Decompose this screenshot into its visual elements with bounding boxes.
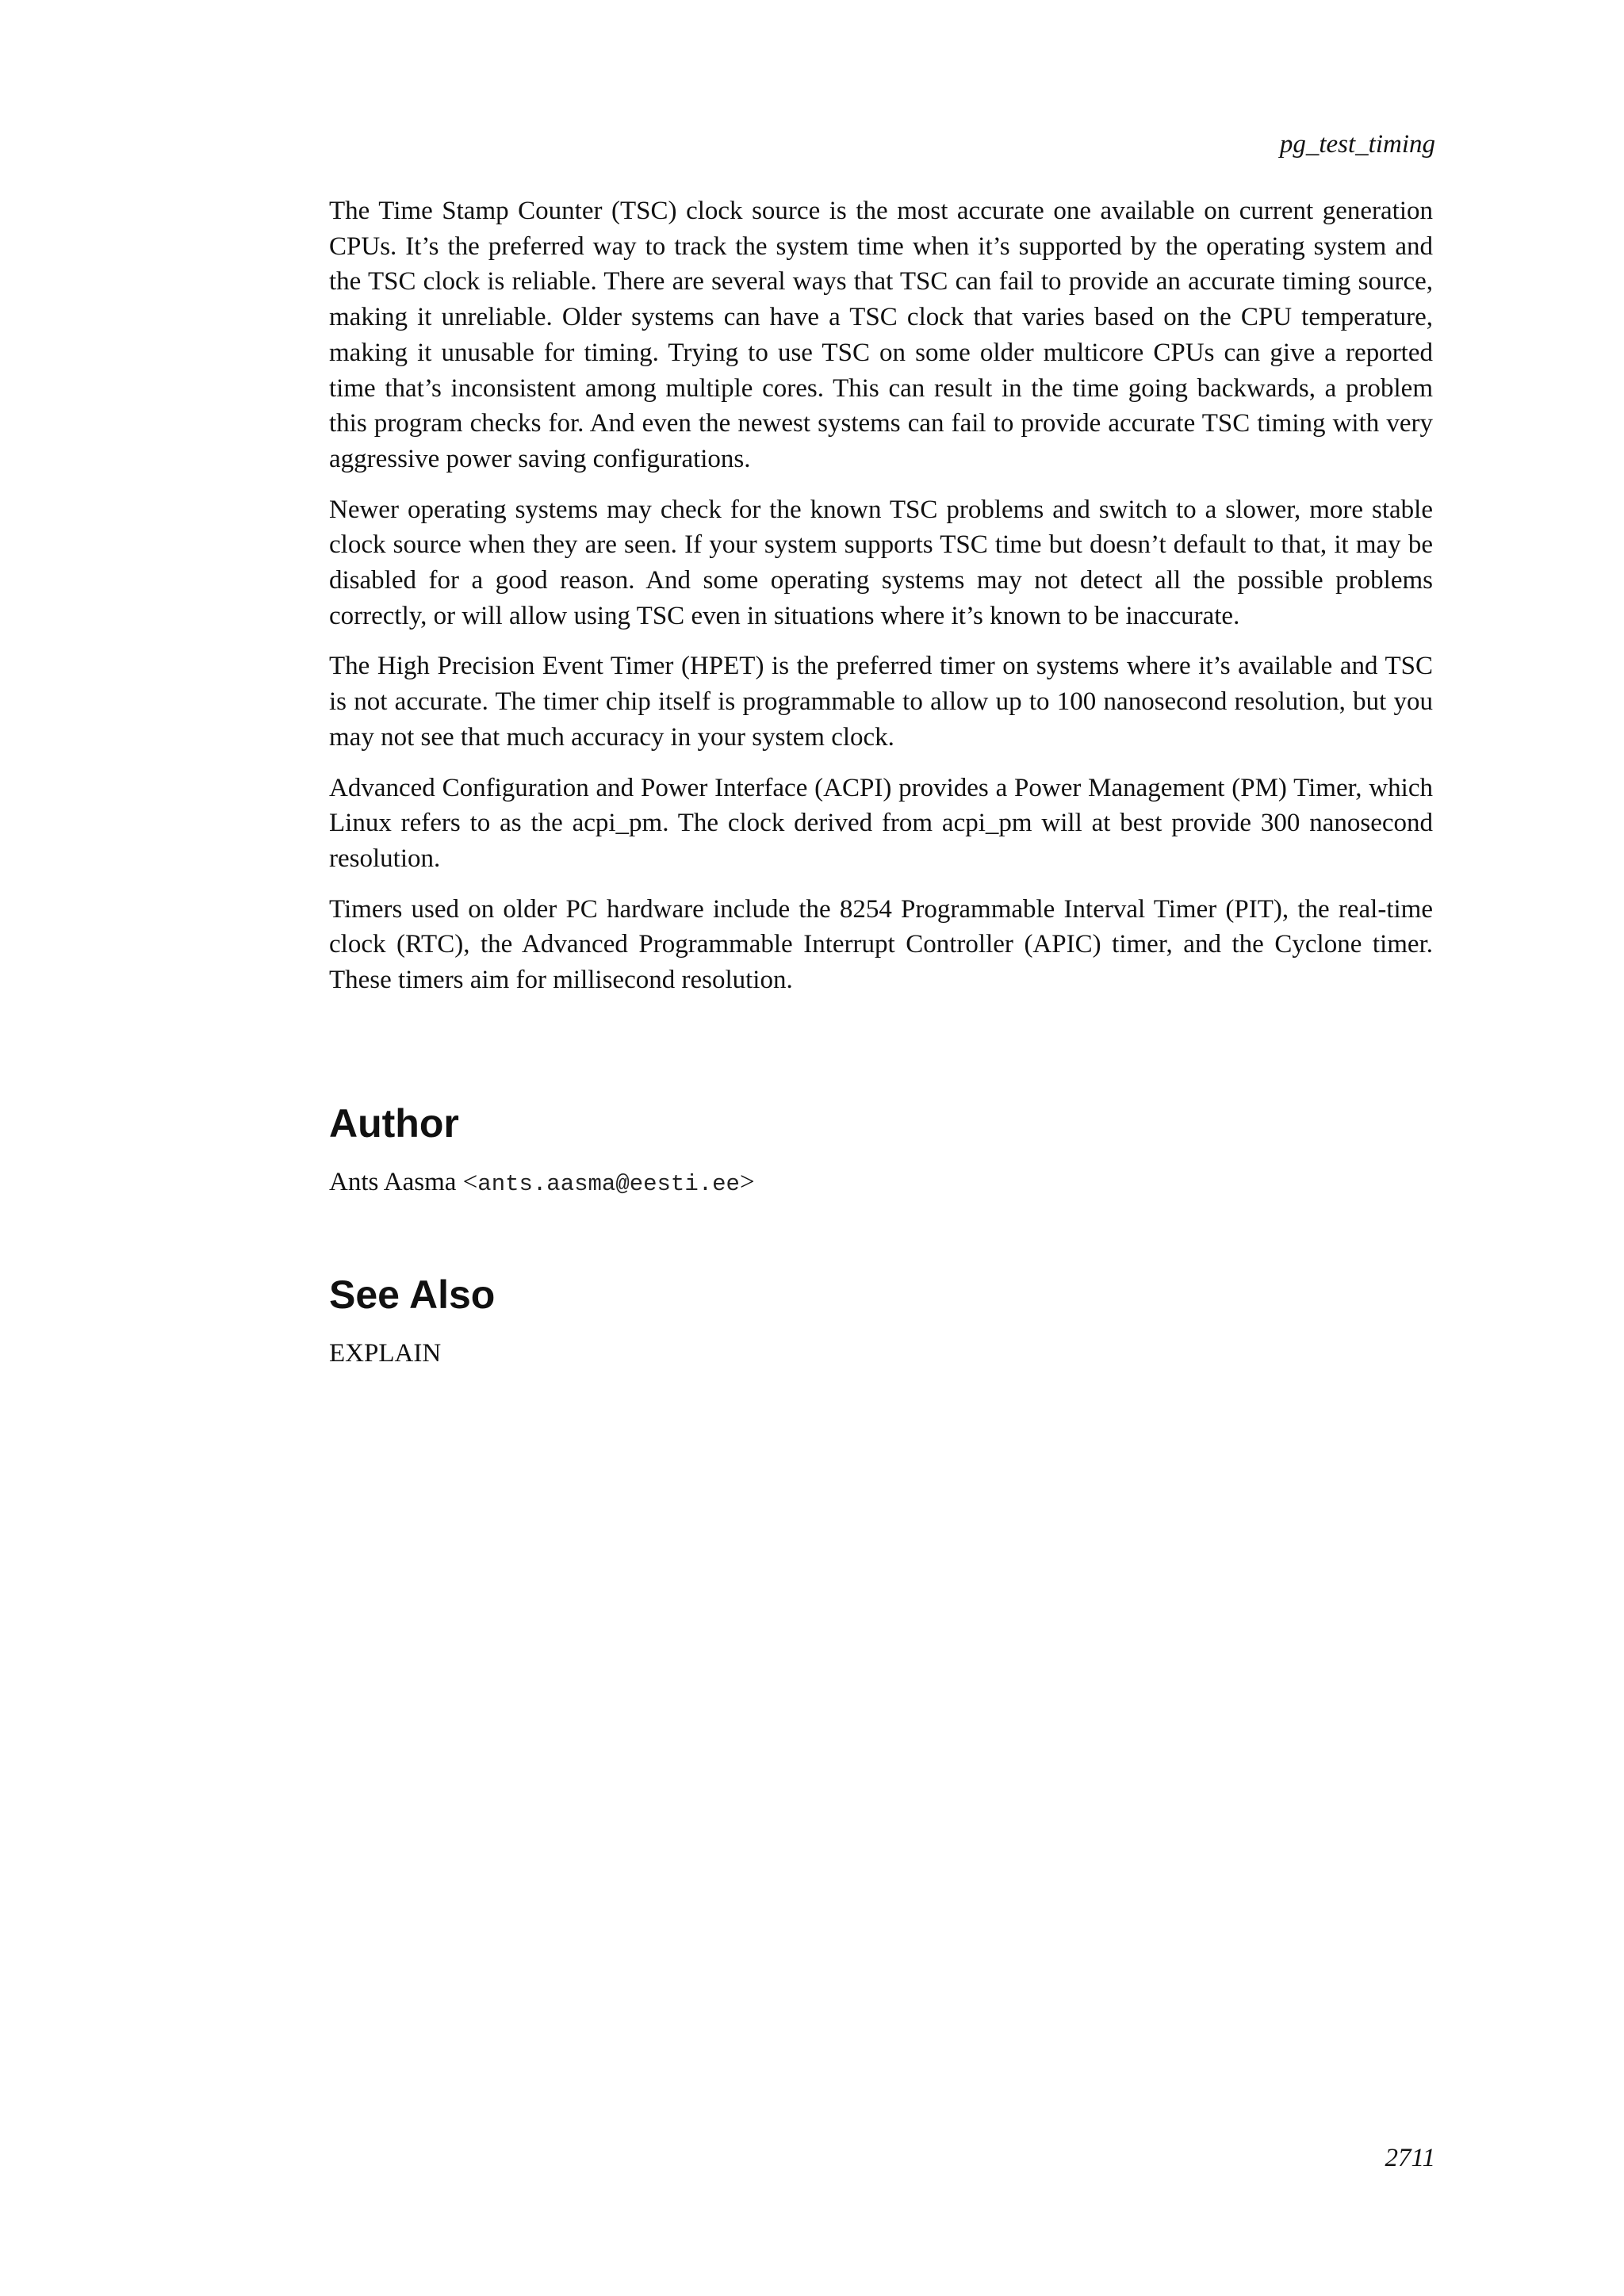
paragraph-older-timers: Timers used on older PC hardware include the 8254 Programmable Interval Timer (PIT), the real-time clock (RTC), the Advanced Programmable Interrupt Controller (APIC) timer, and the Cyclone timer. These timers aim for millisecond resolution. bbox=[329, 894, 1433, 995]
author-email-link[interactable]: ants.aasma@eesti.ee bbox=[477, 1170, 740, 1197]
paragraph-hpet: The High Precision Event Timer (HPET) is the preferred timer on systems where it’s available and TSC is not accurate. The timer chip itself is programmable to allow up to 100 nanosecond resolution, but you may not see that much accuracy in your system clock. bbox=[329, 652, 1433, 752]
author-name: Ants Aasma bbox=[329, 1167, 457, 1196]
paragraph-acpi: Advanced Configuration and Power Interface (ACPI) provides a Power Management (PM) Timer, which Linux refers to as the acpi_pm. The clock derived from acpi_pm will at best provide 300 nanosecond resolution. bbox=[329, 773, 1433, 873]
author-line bbox=[329, 1165, 1433, 1202]
running-header: pg_test_timing bbox=[1279, 130, 1435, 159]
see-also-reference-link[interactable]: EXPLAIN bbox=[329, 1338, 442, 1368]
main-content bbox=[329, 193, 1433, 1371]
paragraph-tsc: The Time Stamp Counter (TSC) clock source is the most accurate one available on current generation CPUs. It’s the preferred way to track the system time when it’s supported by the operating system and the TSC clock is reliable. There are several ways that TSC can fail to provide an accurate timing source, making it unreliable. Older systems can have a TSC clock that varies based on the CPU temperature, making it unusable for timing. Trying to use TSC on some older multicore CPUs can give a reported time that’s inconsistent among multiple cores. This can result in the time going backwards, a problem this program checks for. And even the newest systems can fail to provide accurate TSC timing with very aggressive power saving configurations. bbox=[329, 197, 1433, 473]
email-open-bracket: < bbox=[456, 1167, 478, 1196]
page-number: 2711 bbox=[1385, 2144, 1435, 2172]
see-also-heading: See Also bbox=[329, 1272, 496, 1317]
author-heading: Author bbox=[329, 1100, 459, 1146]
paragraph-newer-os: Newer operating systems may check for the known TSC problems and switch to a slower, more stable clock source when they are seen. If your system supports TSC time but doesn’t default to that, it may be disabled for a good reason. And some operating systems may not detect all the possible problems correctly, or will allow using TSC even in situations where it’s known to be inaccurate. bbox=[329, 495, 1433, 630]
email-close-bracket: > bbox=[739, 1167, 755, 1196]
